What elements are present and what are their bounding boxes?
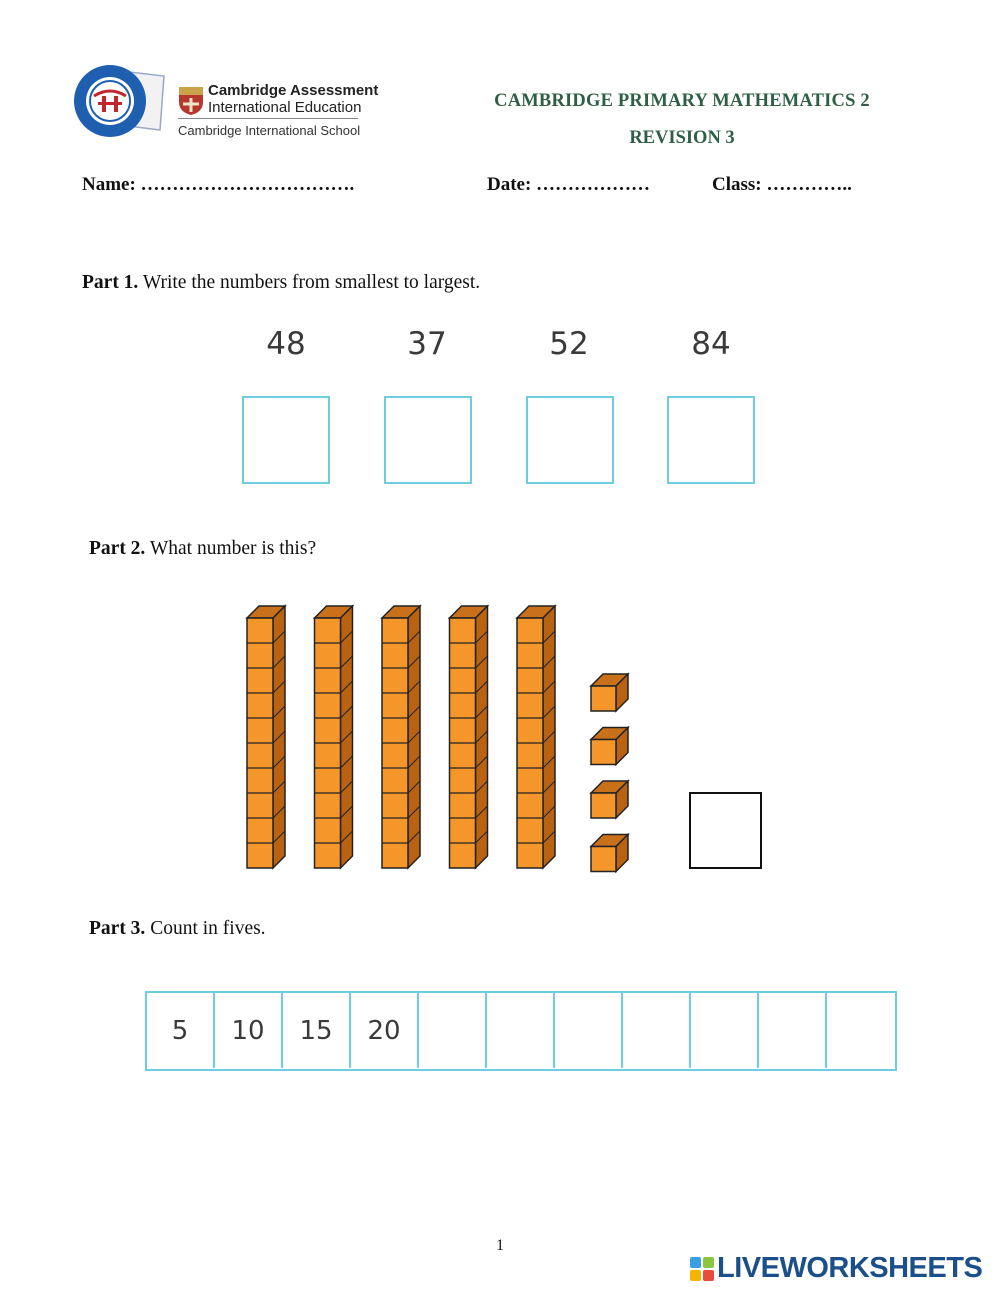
liveworksheets-icon	[690, 1257, 714, 1281]
part1-answer-box-2[interactable]	[384, 396, 472, 484]
count-cell[interactable]	[623, 993, 691, 1068]
count-cell: 10	[215, 993, 283, 1068]
cambridge-crest-icon	[178, 86, 204, 116]
count-in-fives-row	[145, 991, 897, 1071]
count-cell[interactable]	[487, 993, 555, 1068]
tens-rod	[382, 606, 420, 868]
part2-answer-box[interactable]	[689, 792, 762, 869]
tens-rod	[247, 606, 285, 868]
part1-number: 52	[549, 326, 589, 362]
school-logo	[72, 62, 170, 140]
tens-rod	[517, 606, 555, 868]
ones-cube	[591, 728, 628, 765]
worksheet-subtitle: REVISION 3	[629, 128, 735, 148]
part1-instruction: Write the numbers from smallest to largest.	[142, 272, 481, 293]
part1-label: Part 1.	[82, 272, 139, 293]
count-cell: 20	[351, 993, 419, 1068]
part2-instruction: What number is this?	[149, 538, 317, 559]
tens-rod	[450, 606, 488, 868]
liveworksheets-wordmark: LIVEWORKSHEETS	[717, 1252, 983, 1284]
worksheet-title: CAMBRIDGE PRIMARY MATHEMATICS 2	[494, 91, 870, 111]
part1-answer-box-3[interactable]	[526, 396, 614, 484]
part1-heading	[82, 272, 480, 294]
cambridge-line1: Cambridge Assessment	[208, 82, 379, 99]
part1-answer-box-4[interactable]	[667, 396, 755, 484]
part1-number: 48	[266, 326, 306, 362]
liveworksheets-logo	[690, 1252, 982, 1285]
cambridge-divider	[178, 118, 358, 119]
ones-cube	[591, 674, 628, 711]
count-cell[interactable]	[827, 993, 895, 1068]
part1-answer-box-1[interactable]	[242, 396, 330, 484]
tens-rod	[315, 606, 353, 868]
date-field[interactable]: Date: ………………	[487, 174, 651, 195]
part3-instruction: Count in fives.	[150, 918, 266, 939]
base-ten-blocks	[240, 600, 640, 880]
ones-cube	[591, 781, 628, 818]
count-cell[interactable]	[759, 993, 827, 1068]
count-cell[interactable]	[555, 993, 623, 1068]
part2-heading	[89, 538, 316, 560]
count-cell: 15	[283, 993, 351, 1068]
cambridge-line2: International Education	[208, 99, 362, 116]
class-field[interactable]: Class: …………..	[712, 174, 852, 195]
ones-cube	[591, 835, 628, 872]
count-cell[interactable]	[419, 993, 487, 1068]
count-cell[interactable]	[691, 993, 759, 1068]
part3-label: Part 3.	[89, 918, 146, 939]
part3-heading	[89, 918, 266, 940]
part1-number: 37	[407, 326, 447, 362]
cambridge-name	[208, 82, 378, 116]
part1-number: 84	[691, 326, 731, 362]
page-number: 1	[496, 1237, 504, 1254]
name-field[interactable]: Name: …………………………….	[82, 174, 355, 195]
part2-label: Part 2.	[89, 538, 146, 559]
count-cell: 5	[147, 993, 215, 1068]
cambridge-school: Cambridge International School	[178, 123, 361, 138]
